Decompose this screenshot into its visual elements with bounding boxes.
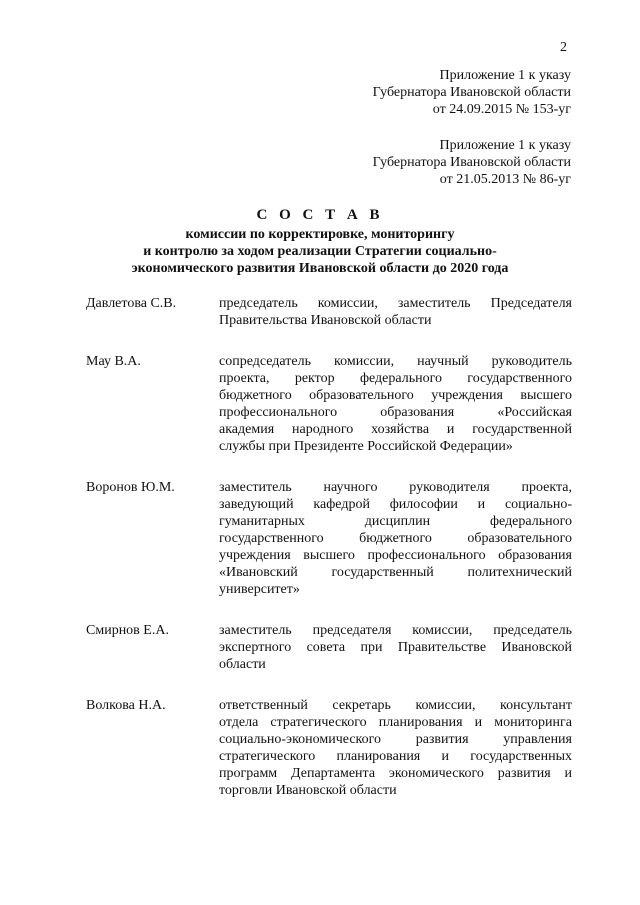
member-role-line: заведующий кафедрой философии и социально- <box>219 497 572 512</box>
appendix-line: Приложение 1 к указу <box>439 68 571 83</box>
member-role-line: заместитель научного руководителя проекта, <box>219 480 572 495</box>
title-subtitle <box>60 226 580 277</box>
member-role-line: стратегического планирования и государственных <box>219 749 572 764</box>
member-role-line: бюджетного образовательного учреждения высшего <box>219 388 572 403</box>
member-name: Волкова Н.А. <box>86 698 166 713</box>
member-role-line: отдела стратегического планирования и мониторинга <box>219 715 572 730</box>
member-name: Давлетова С.В. <box>86 296 177 311</box>
member-role-line: проекта, ректор федерального государственного <box>219 371 572 386</box>
title-subtitle-line: экономического развития Ивановской области до 2020 года <box>131 261 509 276</box>
member-role-line: учреждения высшего профессионального образования <box>219 548 572 563</box>
member-role-line: экспертного совета при Правительстве Ивановской <box>219 640 572 655</box>
member-role-line: гуманитарных дисциплин федерального <box>219 514 572 529</box>
appendix-current <box>373 67 571 118</box>
member-role-line: сопредседатель комиссии, научный руководитель <box>219 354 572 369</box>
member-role <box>219 697 572 799</box>
appendix-previous <box>373 137 571 188</box>
appendix-line: от 24.09.2015 № 153-уг <box>432 102 571 117</box>
member-role-line: академия народного хозяйства и государственной <box>219 422 572 437</box>
members-list <box>86 295 572 823</box>
member-name: Воронов Ю.М. <box>86 480 175 495</box>
appendix-line: Губернатора Ивановской области <box>372 85 571 100</box>
member-role-line: университет» <box>219 582 300 597</box>
member-role <box>219 295 572 329</box>
member-role <box>219 353 572 455</box>
member-role-line: ответственный секретарь комиссии, консультант <box>219 698 572 713</box>
member-name: Мау В.А. <box>86 354 141 369</box>
page-number: 2 <box>560 40 567 55</box>
member-role-line: профессионального образования «Российская <box>219 405 572 420</box>
member-row <box>86 295 572 329</box>
member-role-line: социально-экономического развития управления <box>219 732 572 747</box>
title-subtitle-line: комиссии по корректировке, мониторингу <box>185 227 455 242</box>
member-role-line: торговли Ивановской области <box>219 783 397 798</box>
member-row <box>86 479 572 598</box>
member-row <box>86 353 572 455</box>
member-row <box>86 697 572 799</box>
appendix-line: Приложение 1 к указу <box>439 138 571 153</box>
member-role-line: программ Департамента экономического развития и <box>219 766 572 781</box>
member-role-line: Правительства Ивановской области <box>219 313 432 328</box>
title-main: С О С Т А В <box>256 207 384 223</box>
member-role <box>219 479 572 598</box>
appendix-line: Губернатора Ивановской области <box>372 155 571 170</box>
member-role-line: области <box>219 657 266 672</box>
member-role-line: государственного бюджетного образовательного <box>219 531 572 546</box>
document-title <box>60 206 580 277</box>
member-row <box>86 622 572 673</box>
member-role-line: председатель комиссии, заместитель Председателя <box>219 296 572 311</box>
member-role-line: заместитель председателя комиссии, председатель <box>219 623 572 638</box>
appendix-line: от 21.05.2013 № 86-уг <box>439 172 571 187</box>
member-role-line: «Ивановский государственный политехнический <box>219 565 572 580</box>
member-role <box>219 622 572 673</box>
member-role-line: службы при Президенте Российской Федерации» <box>219 439 513 454</box>
member-name: Смирнов Е.А. <box>86 623 169 638</box>
title-subtitle-line: и контролю за ходом реализации Стратегии социально- <box>143 244 497 259</box>
